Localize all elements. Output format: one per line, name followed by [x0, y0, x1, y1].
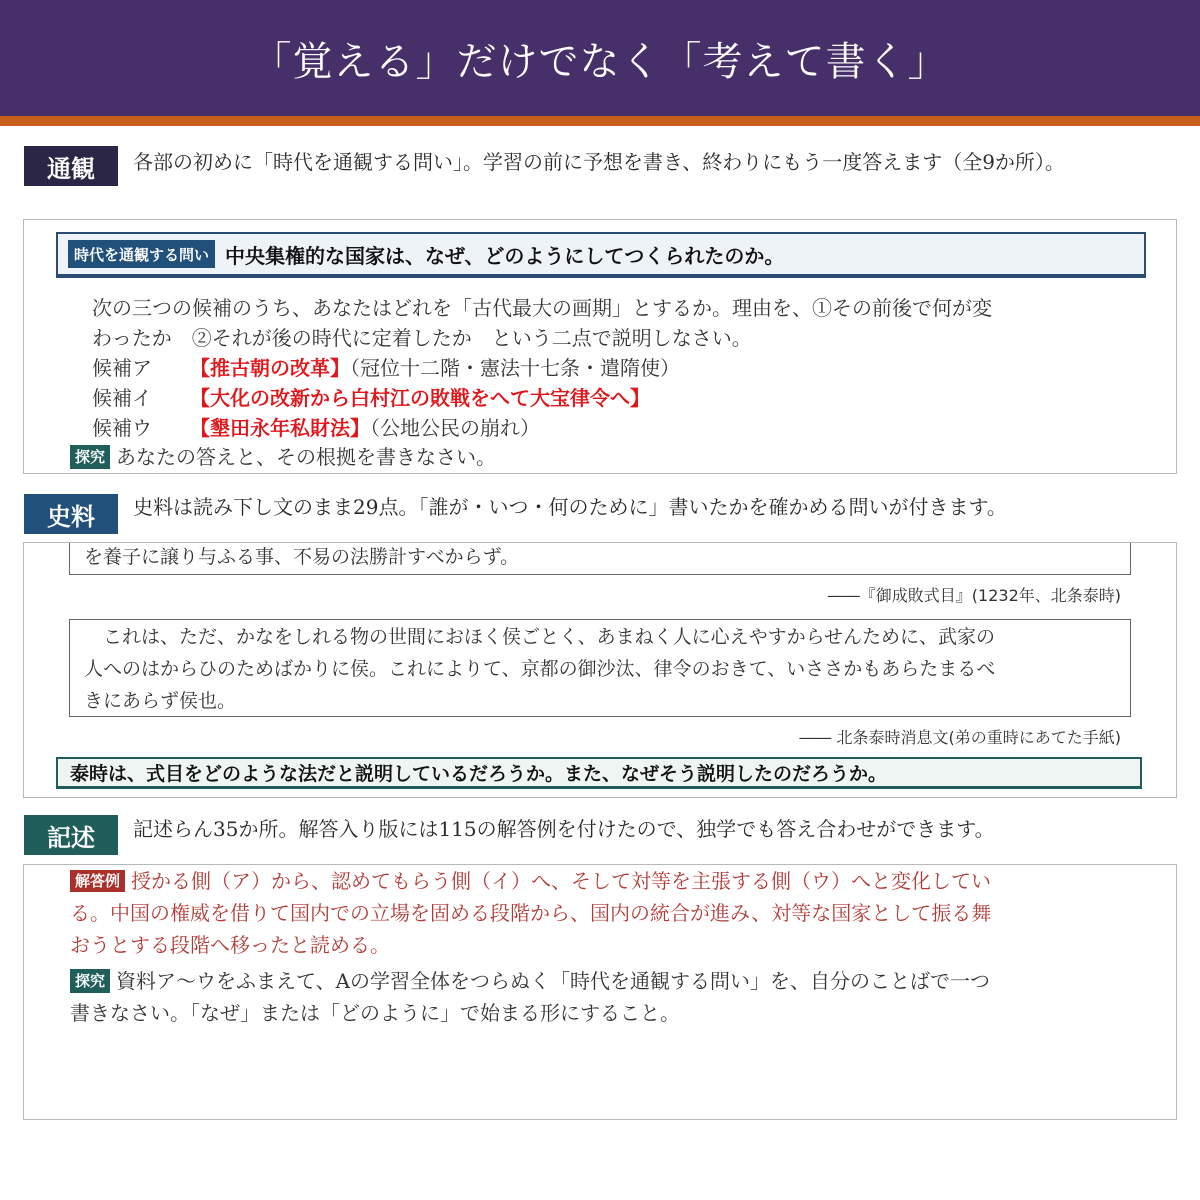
- section-tag-label: 史料: [47, 502, 95, 531]
- banner-divider: [0, 116, 1200, 126]
- sample-panel-kijutsu: [23, 864, 1177, 1120]
- question-label: 時代を通観する問い: [68, 240, 215, 268]
- inquiry-line: 資料ア～ウをふまえて、Aの学習全体をつらぬく「時代を通観する問い」を、自分のことばで一つ: [116, 969, 991, 993]
- source-excerpt-2: [69, 619, 1131, 717]
- source-question-bar: [56, 757, 1142, 789]
- question-bar: [56, 232, 1146, 278]
- inquiry-label: 探究: [70, 445, 110, 469]
- candidate-title: 【墾田永年私財法】: [190, 416, 370, 440]
- candidate-row: [92, 353, 680, 383]
- inquiry-row: [70, 442, 496, 472]
- page-banner: [0, 0, 1200, 116]
- section-tag-tsukan: [24, 146, 118, 186]
- candidate-row: [92, 383, 650, 413]
- question-text: 中央集権的な国家は、なぜ、どのようにしてつくられたのか。: [225, 243, 785, 268]
- sample-panel-tsukan: [23, 219, 1177, 474]
- sample-panel-shiryo: [23, 542, 1177, 798]
- source-citation-1: ――『御成敗式目』(1232年、北条泰時): [827, 586, 1121, 605]
- section-tag-kijutsu: [24, 815, 118, 855]
- banner-title: 「覚える」だけでなく「考えて書く」: [251, 38, 949, 85]
- source-question-text: 泰時は、式目をどのような法だと説明しているだろうか。また、なぜそう説明したのだろうか。: [70, 763, 888, 785]
- inquiry-label: 探究: [70, 969, 110, 993]
- answer-line: 授かる側（ア）から、認めてもらう側（イ）へ、そして対等を主張する側（ウ）へと変化してい: [131, 869, 992, 893]
- source-line: きにあらず侯也。: [84, 690, 237, 712]
- candidate-title: 【大化の改新から白村江の敗戦をへて大宝律令へ】: [190, 386, 650, 410]
- prompt-line: わったか ②それが後の時代に定着したか という二点で説明しなさい。: [92, 326, 752, 350]
- inquiry-block: [70, 965, 1140, 1029]
- source-text: を養子に譲り与ふる事、不易の法勝計すべからず。: [84, 546, 520, 568]
- section-tag-label: 通観: [47, 154, 95, 183]
- answer-line: おうとする段階へ移ったと読める。: [70, 933, 390, 957]
- inquiry-text: あなたの答えと、その根拠を書きなさい。: [116, 445, 497, 469]
- candidate-note: （冠位十二階・憲法十七条・遣隋使）: [350, 356, 680, 380]
- candidate-row: [92, 413, 540, 443]
- section-tag-shiryo: [24, 494, 118, 534]
- section-intro-tsukan: 各部の初めに「時代を通観する問い」。学習の前に予想を書き、終わりにもう一度答えます（全9か所）。: [133, 150, 1065, 174]
- answer-example: [70, 865, 1140, 961]
- section-intro-shiryo: 史料は読み下し文のまま29点。「誰が・いつ・何のために」書いたかを確かめる問いが付きます。: [133, 495, 1007, 519]
- inquiry-line: 書きなさい。「なぜ」または「どのように」で始まる形にすること。: [70, 1001, 680, 1025]
- candidate-note: （公地公民の崩れ）: [370, 416, 540, 440]
- section-intro-kijutsu: 記述らん35か所。解答入り版には115の解答例を付けたので、独学でも答え合わせができます。: [133, 817, 995, 841]
- candidate-label: 候補ウ: [92, 416, 152, 440]
- candidate-label: 候補イ: [92, 386, 152, 410]
- answer-line: る。中国の権威を借りて国内での立場を固める段階から、国内の統合が進み、対等な国家として振る舞: [70, 901, 992, 925]
- candidate-title: 【推古朝の改革】: [190, 356, 350, 380]
- candidate-label: 候補ア: [92, 356, 152, 380]
- prompt-line: 次の三つの候補のうち、あなたはどれを「古代最大の画期」とするか。理由を、①その前後で何が変: [92, 296, 992, 320]
- source-line: 人へのはからひのためばかりに侯。これによりて、京都の御沙汰、律令のおきて、いささかもあらたまるべ: [84, 658, 996, 680]
- source-line: これは、ただ、かなをしれる物の世間におほく侯ごとく、あまねく人に心えやすからせんために、武家の: [84, 626, 996, 648]
- source-citation-2: ―― 北条泰時消息文(弟の重時にあてた手紙): [799, 728, 1121, 747]
- answer-label: 解答例: [70, 870, 125, 892]
- source-excerpt-1: [69, 542, 1131, 575]
- section-tag-label: 記述: [47, 823, 95, 852]
